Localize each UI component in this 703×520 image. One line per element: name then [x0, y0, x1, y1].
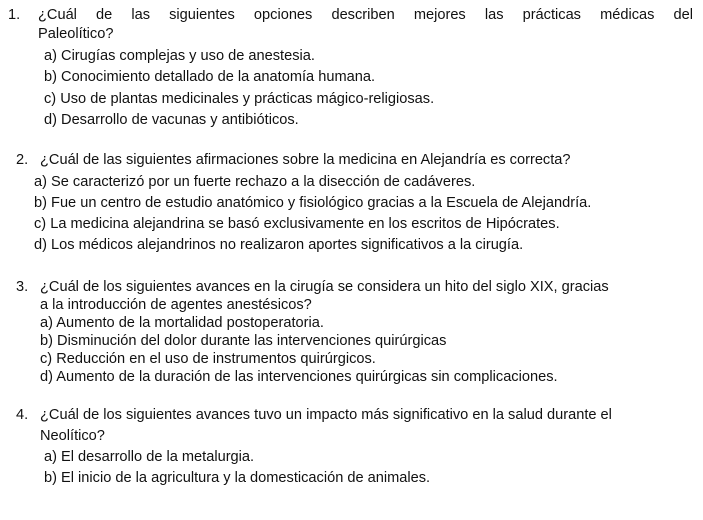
- question-stem-line: ¿Cuál de los siguientes avances en la cirugía se considera un hito del siglo XIX, gracias: [40, 279, 609, 295]
- answer-option: b) El inicio de la agricultura y la domesticación de animales.: [44, 470, 431, 486]
- answer-option: a) Cirugías complejas y uso de anestesia.: [44, 48, 315, 64]
- answer-option: a) Aumento de la mortalidad postoperatoria.: [40, 315, 324, 331]
- answer-option: a) Se caracterizó por un fuerte rechazo a la disección de cadáveres.: [34, 174, 476, 190]
- question-stem-line: ¿Cuál de los siguientes avances tuvo un impacto más significativo en la salud durante el: [40, 407, 612, 423]
- answer-option: b) Fue un centro de estudio anatómico y fisiológico gracias a la Escuela de Alejandría.: [34, 195, 592, 211]
- question-number: 1.: [8, 7, 21, 23]
- question-number: 4.: [16, 407, 29, 423]
- answer-option: d) Desarrollo de vacunas y antibióticos.: [44, 112, 299, 128]
- answer-option: a) El desarrollo de la metalurgia.: [44, 449, 255, 465]
- question-stem-line: ¿Cuál de las siguientes opciones describen mejores las prácticas médicas del: [38, 7, 693, 23]
- answer-option: d) Los médicos alejandrinos no realizaron aportes significativos a la cirugía.: [34, 237, 524, 253]
- question-number: 2.: [16, 152, 29, 168]
- answer-option: c) Reducción en el uso de instrumentos quirúrgicos.: [40, 351, 376, 367]
- question-number: 3.: [16, 279, 29, 295]
- answer-option: b) Disminución del dolor durante las intervenciones quirúrgicas: [40, 333, 447, 349]
- answer-option: d) Aumento de la duración de las intervenciones quirúrgicas sin complicaciones.: [40, 369, 558, 385]
- question-stem-line: a la introducción de agentes anestésicos?: [40, 297, 312, 313]
- answer-option: b) Conocimiento detallado de la anatomía humana.: [44, 69, 376, 85]
- question-stem-line: Neolítico?: [40, 428, 105, 444]
- answer-option: c) La medicina alejandrina se basó exclusivamente en los escritos de Hipócrates.: [34, 216, 560, 232]
- answer-option: c) Uso de plantas medicinales y prácticas mágico-religiosas.: [44, 91, 435, 107]
- question-stem-line: Paleolítico?: [38, 26, 114, 42]
- question-stem-line: ¿Cuál de las siguientes afirmaciones sobre la medicina en Alejandría es correcta?: [40, 152, 571, 168]
